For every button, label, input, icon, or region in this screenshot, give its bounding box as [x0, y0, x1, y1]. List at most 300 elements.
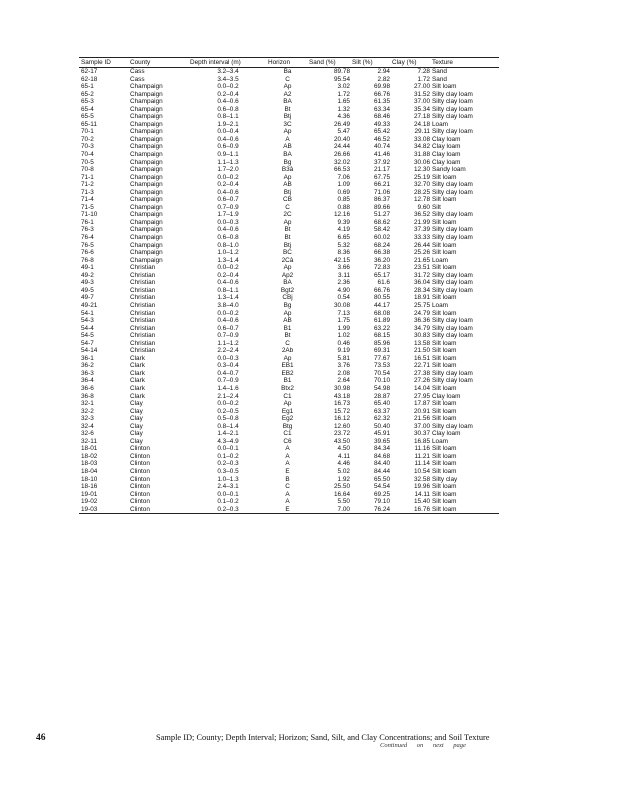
- cell-clay-percent: 25.75: [414, 301, 430, 309]
- cell-horizon: A2: [283, 90, 292, 98]
- cell-horizon: EB1: [281, 362, 294, 370]
- cell-depth-interval: 2.4–3.1: [217, 483, 239, 491]
- cell-sand-percent: 26.49: [334, 120, 350, 128]
- soil-data-table: [79, 57, 499, 514]
- table-row: [79, 287, 499, 295]
- cell-horizon: Eg1: [281, 407, 294, 415]
- cell-silt-percent: 66.76: [374, 286, 390, 294]
- cell-texture: Silty clay loam: [432, 105, 473, 113]
- cell-horizon: BC: [283, 249, 292, 257]
- cell-horizon: Ap: [283, 83, 292, 91]
- cell-clay-percent: 18.91: [414, 294, 430, 302]
- cell-horizon: Ap: [283, 128, 292, 136]
- cell-horizon: C1: [283, 430, 292, 438]
- cell-silt-percent: 65.42: [374, 128, 390, 136]
- cell-county: Champaign: [130, 211, 163, 219]
- cell-texture: Silt loam: [432, 407, 457, 415]
- table-row: [79, 423, 499, 431]
- cell-sample-id: 32-4: [81, 422, 94, 430]
- cell-silt-percent: 2.82: [377, 75, 390, 83]
- cell-texture: Silty clay loam: [432, 211, 473, 219]
- cell-sample-id: 71-3: [81, 188, 94, 196]
- cell-silt-percent: 76.24: [374, 505, 390, 513]
- cell-texture: Silt loam: [432, 490, 457, 498]
- cell-clay-percent: 16.76: [414, 505, 430, 513]
- table-row: [79, 174, 499, 182]
- table-row: [79, 347, 499, 355]
- cell-sand-percent: 4.50: [337, 445, 350, 453]
- cell-county: Clark: [130, 362, 145, 370]
- cell-county: Christian: [130, 301, 156, 309]
- cell-horizon: Ap: [283, 173, 292, 181]
- cell-horizon: Bg: [283, 301, 292, 309]
- cell-depth-interval: 0.2–0.5: [217, 407, 239, 415]
- cell-county: Champaign: [130, 98, 163, 106]
- cell-sample-id: 70-8: [81, 166, 94, 174]
- cell-depth-interval: 1.3–1.4: [217, 294, 239, 302]
- cell-clay-percent: 31.72: [414, 271, 430, 279]
- cell-texture: Silty clay loam: [432, 422, 473, 430]
- cell-texture: Clay loam: [432, 392, 461, 400]
- cell-county: Clay: [130, 422, 143, 430]
- cell-horizon: BA: [283, 98, 292, 106]
- cell-silt-percent: 84.44: [374, 467, 390, 475]
- cell-sample-id: 19-02: [81, 498, 98, 506]
- cell-silt-percent: 63.22: [374, 324, 390, 332]
- cell-silt-percent: 66.21: [374, 181, 390, 189]
- cell-sand-percent: 9.19: [337, 347, 350, 355]
- cell-silt-percent: 41.46: [374, 151, 390, 159]
- cell-depth-interval: 0.3–0.4: [217, 362, 239, 370]
- cell-silt-percent: 65.40: [374, 400, 390, 408]
- cell-clay-percent: 22.71: [414, 362, 430, 370]
- cell-silt-percent: 2.94: [377, 68, 390, 75]
- cell-county: Champaign: [130, 151, 163, 159]
- table-row: [79, 242, 499, 250]
- cell-county: Christian: [130, 279, 156, 287]
- cell-county: Christian: [130, 286, 156, 294]
- cell-clay-percent: 32.70: [414, 181, 430, 189]
- cell-sample-id: 32-3: [81, 415, 94, 423]
- cell-silt-percent: 67.75: [374, 173, 390, 181]
- cell-sample-id: 62-17: [81, 68, 98, 75]
- cell-sample-id: 19-03: [81, 505, 98, 513]
- cell-silt-percent: 51.27: [374, 211, 390, 219]
- cell-sand-percent: 12.60: [334, 422, 350, 430]
- cell-sample-id: 54-5: [81, 332, 94, 340]
- cell-clay-percent: 26.44: [414, 241, 430, 249]
- table-row: [79, 151, 499, 159]
- cell-clay-percent: 36.36: [414, 317, 430, 325]
- table-row: [79, 408, 499, 416]
- cell-horizon: E: [285, 467, 290, 475]
- cell-silt-percent: 63.34: [374, 105, 390, 113]
- cell-clay-percent: 16.51: [414, 354, 430, 362]
- cell-silt-percent: 28.87: [374, 392, 390, 400]
- cell-depth-interval: 0.4–0.6: [217, 226, 239, 234]
- cell-silt-percent: 69.25: [374, 490, 390, 498]
- cell-depth-interval: 1.0–1.2: [217, 249, 239, 257]
- cell-silt-percent: 61.89: [374, 317, 390, 325]
- cell-clay-percent: 12.78: [414, 196, 430, 204]
- cell-county: Clinton: [130, 467, 150, 475]
- cell-depth-interval: 0.7–0.9: [217, 203, 239, 211]
- cell-county: Champaign: [130, 173, 163, 181]
- cell-depth-interval: 1.4–1.6: [217, 384, 239, 392]
- cell-county: Champaign: [130, 120, 163, 128]
- cell-horizon: 2Ab: [281, 347, 294, 355]
- cell-depth-interval: 0.7–0.9: [217, 332, 239, 340]
- cell-sand-percent: 1.72: [337, 90, 350, 98]
- cell-clay-percent: 30.06: [414, 158, 430, 166]
- cell-texture: Silt loam: [432, 249, 457, 257]
- cell-clay-percent: 14.04: [414, 384, 430, 392]
- cell-sample-id: 19-01: [81, 490, 98, 498]
- cell-silt-percent: 66.76: [374, 90, 390, 98]
- cell-county: Champaign: [130, 181, 163, 189]
- cell-sample-id: 49-2: [81, 271, 94, 279]
- cell-horizon: Btj: [283, 241, 292, 249]
- cell-texture: Silty clay loam: [432, 113, 473, 121]
- cell-sample-id: 54-3: [81, 317, 94, 325]
- cell-county: Clinton: [130, 445, 150, 453]
- cell-silt-percent: 89.66: [374, 203, 390, 211]
- cell-sand-percent: 5.47: [337, 128, 350, 136]
- cell-depth-interval: 0.6–0.7: [217, 196, 239, 204]
- cell-horizon: Bt: [284, 226, 291, 234]
- cell-sand-percent: 66.53: [334, 166, 350, 174]
- cell-depth-interval: 0.4–0.6: [217, 135, 239, 143]
- cell-horizon: C6: [283, 437, 292, 445]
- cell-horizon: B1: [283, 377, 292, 385]
- table-row: [79, 166, 499, 174]
- cell-county: Clinton: [130, 452, 150, 460]
- cell-county: Christian: [130, 332, 156, 340]
- cell-sample-id: 49-3: [81, 279, 94, 287]
- table-row: [79, 121, 499, 129]
- table-row: [79, 234, 499, 242]
- cell-sample-id: 65-2: [81, 90, 94, 98]
- cell-depth-interval: 1.7–2.0: [217, 166, 239, 174]
- cell-clay-percent: 19.96: [414, 483, 430, 491]
- cell-clay-percent: 29.11: [414, 128, 430, 136]
- cell-clay-percent: 21.56: [414, 415, 430, 423]
- cell-horizon: B3â: [281, 166, 294, 174]
- cell-sand-percent: 43.18: [334, 392, 350, 400]
- cell-texture: Silt loam: [432, 445, 457, 453]
- cell-clay-percent: 27.95: [414, 392, 430, 400]
- cell-texture: Sandy loam: [432, 166, 466, 174]
- table-row: [79, 159, 499, 167]
- table-row: [79, 340, 499, 348]
- column-header-texture: Texture: [432, 59, 453, 66]
- cell-texture: Silty clay loam: [432, 279, 473, 287]
- cell-county: Christian: [130, 294, 156, 302]
- cell-sample-id: 36-4: [81, 377, 94, 385]
- cell-depth-interval: 0.4–0.6: [217, 98, 239, 106]
- cell-county: Champaign: [130, 218, 163, 226]
- cell-silt-percent: 65.50: [374, 475, 390, 483]
- cell-texture: Clay loam: [432, 135, 461, 143]
- cell-depth-interval: 2.1–2.4: [217, 392, 239, 400]
- table-row: [79, 362, 499, 370]
- cell-sample-id: 49-5: [81, 286, 94, 294]
- cell-sand-percent: 4.46: [337, 460, 350, 468]
- cell-silt-percent: 84.34: [374, 445, 390, 453]
- cell-horizon: B1: [283, 324, 292, 332]
- cell-sand-percent: 5.02: [337, 467, 350, 475]
- cell-horizon: 3C: [283, 120, 292, 128]
- cell-county: Christian: [130, 264, 156, 272]
- cell-clay-percent: 15.40: [414, 498, 430, 506]
- cell-county: Clay: [130, 430, 143, 438]
- cell-depth-interval: 0.4–0.6: [217, 317, 239, 325]
- table-row: [79, 317, 499, 325]
- cell-sample-id: 65-1: [81, 83, 94, 91]
- cell-sample-id: 76-8: [81, 256, 94, 264]
- cell-clay-percent: 13.58: [414, 339, 430, 347]
- cell-depth-interval: 1.9–2.1: [217, 120, 239, 128]
- cell-depth-interval: 0.9–1.1: [217, 151, 239, 159]
- cell-sand-percent: 0.88: [337, 203, 350, 211]
- cell-clay-percent: 36.52: [414, 211, 430, 219]
- cell-depth-interval: 0.3–0.5: [217, 467, 239, 475]
- cell-clay-percent: 1.72: [417, 75, 430, 83]
- cell-depth-interval: 0.0–0.2: [217, 400, 239, 408]
- continued-note: Continued on next page: [380, 742, 466, 749]
- cell-texture: Silty clay loam: [432, 188, 473, 196]
- cell-depth-interval: 3.4–3.5: [217, 75, 239, 83]
- cell-texture: Loam: [432, 256, 448, 264]
- cell-horizon: Ba: [283, 68, 292, 75]
- cell-clay-percent: 24.18: [414, 120, 430, 128]
- cell-county: Champaign: [130, 90, 163, 98]
- cell-sand-percent: 43.50: [334, 437, 350, 445]
- column-header-sample-id: Sample ID: [81, 59, 111, 66]
- cell-depth-interval: 2.2–2.4: [217, 347, 239, 355]
- cell-sample-id: 71-1: [81, 173, 94, 181]
- cell-horizon: B: [285, 475, 290, 483]
- cell-silt-percent: 70.54: [374, 369, 390, 377]
- cell-texture: Silt loam: [432, 467, 457, 475]
- cell-clay-percent: 33.08: [414, 135, 430, 143]
- cell-sample-id: 32-6: [81, 430, 94, 438]
- cell-county: Clinton: [130, 505, 150, 513]
- cell-county: Clark: [130, 384, 145, 392]
- cell-depth-interval: 0.2–0.3: [217, 460, 239, 468]
- cell-clay-percent: 21.99: [414, 218, 430, 226]
- cell-clay-percent: 10.54: [414, 467, 430, 475]
- cell-clay-percent: 23.51: [414, 264, 430, 272]
- cell-texture: Silty clay loam: [432, 332, 473, 340]
- cell-horizon: A: [285, 135, 290, 143]
- cell-sand-percent: 4.90: [337, 286, 350, 294]
- cell-silt-percent: 61.35: [374, 98, 390, 106]
- cell-sand-percent: 1.09: [337, 181, 350, 189]
- cell-sand-percent: 3.76: [337, 362, 350, 370]
- cell-texture: Silt loam: [432, 384, 457, 392]
- cell-sand-percent: 32.02: [334, 158, 350, 166]
- cell-silt-percent: 84.68: [374, 452, 390, 460]
- cell-sample-id: 49-7: [81, 294, 94, 302]
- cell-county: Christian: [130, 271, 156, 279]
- column-header-horizon: Horizon: [268, 59, 291, 66]
- cell-clay-percent: 36.04: [414, 279, 430, 287]
- cell-silt-percent: 61.6: [377, 279, 390, 287]
- cell-sample-id: 76-1: [81, 218, 94, 226]
- cell-horizon: Bt: [284, 234, 291, 242]
- cell-clay-percent: 32.58: [414, 475, 430, 483]
- table-row: [79, 204, 499, 212]
- cell-texture: Silt loam: [432, 362, 457, 370]
- cell-county: Champaign: [130, 196, 163, 204]
- cell-clay-percent: 31.52: [414, 90, 430, 98]
- cell-sand-percent: 23.72: [334, 430, 350, 438]
- cell-sample-id: 62-18: [81, 75, 98, 83]
- cell-depth-interval: 0.7–0.9: [217, 377, 239, 385]
- cell-clay-percent: 28.25: [414, 188, 430, 196]
- cell-depth-interval: 0.0–0.2: [217, 264, 239, 272]
- cell-horizon: A: [285, 452, 290, 460]
- cell-depth-interval: 0.5–0.8: [217, 415, 239, 423]
- cell-county: Clinton: [130, 460, 150, 468]
- cell-silt-percent: 54.54: [374, 483, 390, 491]
- cell-silt-percent: 68.62: [374, 218, 390, 226]
- cell-county: Champaign: [130, 234, 163, 242]
- cell-county: Cass: [130, 68, 145, 75]
- cell-county: Clark: [130, 392, 145, 400]
- cell-sample-id: 71-2: [81, 181, 94, 189]
- table-row: [79, 430, 499, 438]
- cell-silt-percent: 70.10: [374, 377, 390, 385]
- cell-depth-interval: 0.1–0.2: [217, 452, 239, 460]
- cell-clay-percent: 37.00: [414, 98, 430, 106]
- cell-texture: Loam: [432, 120, 448, 128]
- cell-depth-interval: 0.6–0.8: [217, 234, 239, 242]
- cell-sample-id: 32-2: [81, 407, 94, 415]
- cell-clay-percent: 33.33: [414, 234, 430, 242]
- cell-horizon: Ap: [283, 354, 292, 362]
- cell-horizon: C1: [283, 392, 292, 400]
- cell-horizon: BA: [283, 151, 292, 159]
- table-row: [79, 325, 499, 333]
- table-row: [79, 355, 499, 363]
- cell-horizon: E: [285, 505, 290, 513]
- cell-sand-percent: 20.40: [334, 135, 350, 143]
- cell-depth-interval: 0.8–1.1: [217, 286, 239, 294]
- cell-horizon: Btj: [283, 113, 292, 121]
- cell-texture: Silt loam: [432, 460, 457, 468]
- cell-clay-percent: 11.21: [414, 452, 430, 460]
- cell-depth-interval: 0.6–0.9: [217, 143, 239, 151]
- cell-sand-percent: 4.36: [337, 113, 350, 121]
- cell-horizon: A: [285, 445, 290, 453]
- cell-sample-id: 36-3: [81, 369, 94, 377]
- cell-clay-percent: 27.18: [414, 113, 430, 121]
- cell-sand-percent: 5.81: [337, 354, 350, 362]
- cell-county: Clay: [130, 407, 143, 415]
- table-row: [79, 453, 499, 461]
- cell-depth-interval: 0.4–0.6: [217, 188, 239, 196]
- cell-clay-percent: 9.60: [417, 203, 430, 211]
- table-row: [79, 438, 499, 446]
- cell-county: Champaign: [130, 249, 163, 257]
- table-row: [79, 498, 499, 506]
- cell-depth-interval: 0.1–0.2: [217, 498, 239, 506]
- column-header-clay-percent: Clay (%): [392, 59, 417, 66]
- cell-sample-id: 76-3: [81, 226, 94, 234]
- cell-clay-percent: 11.16: [414, 445, 430, 453]
- cell-clay-percent: 21.50: [414, 347, 430, 355]
- table-row: [79, 264, 499, 272]
- cell-clay-percent: 20.91: [414, 407, 430, 415]
- cell-sand-percent: 7.06: [337, 173, 350, 181]
- cell-county: Christian: [130, 347, 156, 355]
- cell-county: Champaign: [130, 158, 163, 166]
- cell-depth-interval: 0.0–0.2: [217, 83, 239, 91]
- cell-texture: Silty clay loam: [432, 128, 473, 136]
- cell-sand-percent: 24.44: [334, 143, 350, 151]
- cell-texture: Clay loam: [432, 143, 461, 151]
- cell-depth-interval: 1.0–1.3: [217, 475, 239, 483]
- cell-county: Clark: [130, 377, 145, 385]
- cell-sand-percent: 30.98: [334, 384, 350, 392]
- cell-clay-percent: 11.14: [414, 460, 430, 468]
- cell-depth-interval: 1.1–1.3: [217, 158, 239, 166]
- cell-silt-percent: 49.33: [374, 120, 390, 128]
- cell-sample-id: 71-4: [81, 196, 94, 204]
- cell-clay-percent: 24.79: [414, 309, 430, 317]
- cell-depth-interval: 1.4–2.1: [217, 430, 239, 438]
- cell-silt-percent: 65.17: [374, 271, 390, 279]
- cell-sand-percent: 12.16: [334, 211, 350, 219]
- cell-sample-id: 54-4: [81, 324, 94, 332]
- cell-county: Champaign: [130, 188, 163, 196]
- cell-texture: Silty clay loam: [432, 271, 473, 279]
- cell-texture: Silt loam: [432, 218, 457, 226]
- cell-texture: Silty clay loam: [432, 98, 473, 106]
- cell-horizon: A: [285, 490, 290, 498]
- cell-county: Champaign: [130, 143, 163, 151]
- cell-sample-id: 32-1: [81, 400, 94, 408]
- cell-clay-percent: 27.38: [414, 369, 430, 377]
- cell-clay-percent: 34.79: [414, 324, 430, 332]
- cell-sand-percent: 30.08: [334, 301, 350, 309]
- cell-horizon: AB: [283, 181, 292, 189]
- cell-sand-percent: 1.65: [337, 98, 350, 106]
- cell-sand-percent: 3.11: [338, 271, 350, 279]
- cell-sample-id: 65-3: [81, 98, 94, 106]
- table-row: [79, 370, 499, 378]
- cell-silt-percent: 54.98: [374, 384, 390, 392]
- cell-texture: Silt loam: [432, 415, 457, 423]
- cell-depth-interval: 0.0–0.2: [217, 309, 239, 317]
- cell-horizon: Ap: [283, 264, 292, 272]
- cell-horizon: AB: [283, 143, 292, 151]
- cell-silt-percent: 45.91: [374, 430, 390, 438]
- cell-horizon: A: [285, 498, 290, 506]
- cell-county: Cass: [130, 75, 145, 83]
- cell-sand-percent: 9.39: [337, 218, 350, 226]
- cell-sample-id: 49-1: [81, 264, 94, 272]
- cell-horizon: C: [285, 483, 290, 491]
- cell-silt-percent: 39.65: [374, 437, 390, 445]
- cell-county: Clay: [130, 415, 143, 423]
- cell-sand-percent: 3.66: [337, 264, 350, 272]
- cell-silt-percent: 63.37: [374, 407, 390, 415]
- table-row: [79, 219, 499, 227]
- table-row: [79, 249, 499, 257]
